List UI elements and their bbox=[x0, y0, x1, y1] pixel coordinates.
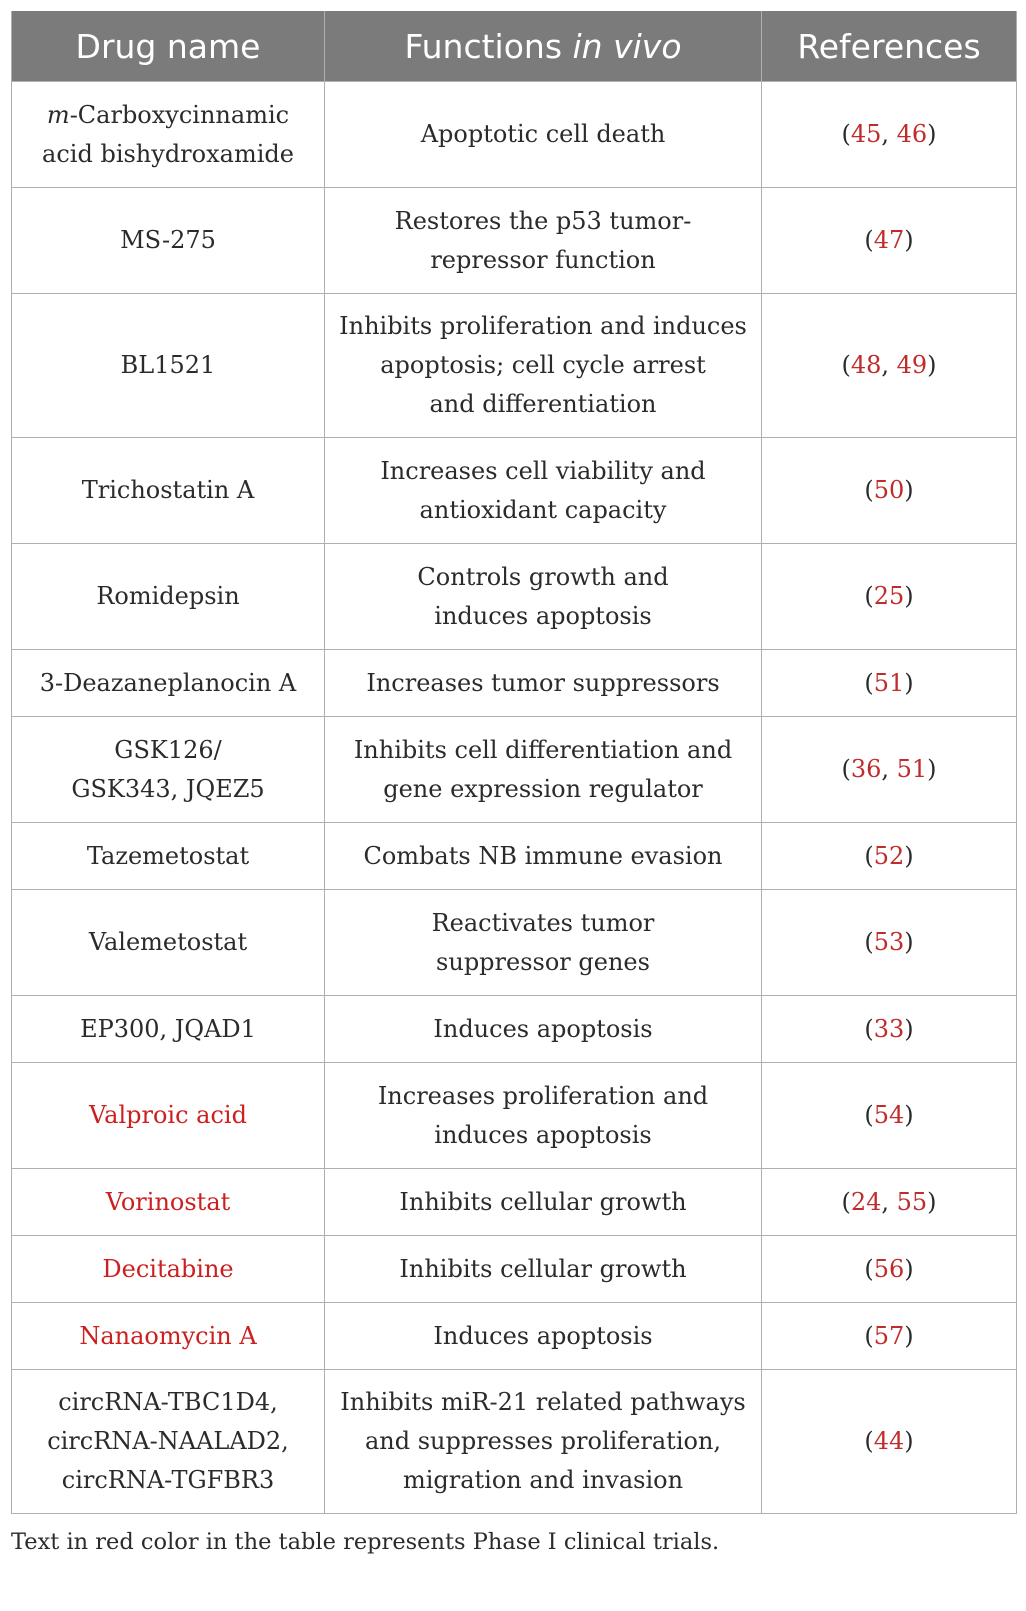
function-line: Increases proliferation and bbox=[377, 1081, 709, 1110]
reference-link[interactable]: 50 bbox=[873, 476, 905, 504]
function-line: Inhibits proliferation and induces bbox=[339, 312, 747, 340]
reference-link[interactable]: 57 bbox=[873, 1321, 905, 1350]
drug-name-line bbox=[26, 837, 310, 876]
header-in-vivo-text: in vivo bbox=[572, 26, 682, 66]
ref-close-paren: ) bbox=[904, 668, 914, 697]
function-line: and differentiation bbox=[429, 390, 657, 418]
function-line: gene expression regulator bbox=[383, 774, 703, 803]
references-cell bbox=[762, 1063, 1017, 1169]
ref-close-paren: ) bbox=[904, 1254, 914, 1283]
function-cell bbox=[325, 717, 762, 823]
references-cell bbox=[762, 1169, 1017, 1236]
table-row bbox=[12, 188, 1017, 294]
table-body bbox=[12, 82, 1017, 1514]
header-references: References bbox=[762, 11, 1017, 82]
ref-open-paren: ( bbox=[841, 351, 851, 379]
ref-close-paren: ) bbox=[904, 1101, 914, 1129]
function-cell bbox=[325, 650, 762, 717]
ref-open-paren: ( bbox=[841, 755, 851, 783]
function-line: and suppresses proliferation, bbox=[364, 1427, 722, 1455]
drug-name-line bbox=[26, 770, 310, 809]
function-line: Induces apoptosis bbox=[433, 1014, 653, 1043]
ref-close-paren: ) bbox=[904, 841, 914, 870]
drug-name-cell bbox=[12, 717, 325, 823]
ref-open-paren: ( bbox=[864, 841, 874, 870]
reference-link[interactable]: 56 bbox=[873, 1254, 905, 1283]
drug-name-line bbox=[26, 1317, 310, 1356]
drug-name-cell bbox=[12, 650, 325, 717]
drug-name-text: Romidepsin bbox=[96, 582, 240, 610]
drug-name-line bbox=[26, 731, 310, 770]
references-cell bbox=[762, 717, 1017, 823]
drug-name-line bbox=[26, 346, 310, 385]
ref-open-paren: ( bbox=[864, 1254, 874, 1283]
reference-link[interactable]: 45 bbox=[850, 120, 882, 148]
drug-name-italic-prefix: m bbox=[46, 100, 70, 129]
drug-name-text: 3-Deazaneplanocin A bbox=[39, 668, 297, 697]
drug-name-text: circRNA-NAALAD2, bbox=[47, 1427, 289, 1455]
function-line: Combats NB immune evasion bbox=[363, 841, 723, 870]
ref-open-paren: ( bbox=[864, 226, 874, 254]
function-cell bbox=[325, 188, 762, 294]
table-row bbox=[12, 1063, 1017, 1169]
references-cell bbox=[762, 1370, 1017, 1514]
references-cell bbox=[762, 294, 1017, 438]
ref-open-paren: ( bbox=[864, 1427, 874, 1455]
ref-close-paren: ) bbox=[904, 1014, 914, 1043]
drug-name-cell bbox=[12, 294, 325, 438]
table-row bbox=[12, 1169, 1017, 1236]
drug-name-text: GSK343, JQEZ5 bbox=[71, 774, 265, 803]
table-row bbox=[12, 1303, 1017, 1370]
function-line: antioxidant capacity bbox=[419, 495, 667, 524]
reference-link[interactable]: 46 bbox=[896, 120, 928, 148]
references-cell bbox=[762, 890, 1017, 996]
ref-open-paren: ( bbox=[864, 1321, 874, 1350]
function-cell bbox=[325, 438, 762, 544]
drug-name-text: Decitabine bbox=[102, 1254, 234, 1283]
function-line: Restores the p53 tumor- bbox=[394, 206, 692, 235]
function-line: Inhibits miR-21 related pathways bbox=[340, 1388, 746, 1416]
function-line: apoptosis; cell cycle arrest bbox=[380, 351, 706, 379]
ref-open-paren: ( bbox=[864, 1014, 874, 1043]
table-row bbox=[12, 823, 1017, 890]
table-row bbox=[12, 294, 1017, 438]
references-cell bbox=[762, 544, 1017, 650]
ref-close-paren: ) bbox=[904, 1321, 914, 1350]
reference-link[interactable]: 33 bbox=[873, 1014, 905, 1043]
function-line: Inhibits cellular growth bbox=[399, 1254, 687, 1283]
reference-link[interactable]: 55 bbox=[896, 1187, 928, 1216]
drug-name-cell bbox=[12, 823, 325, 890]
drug-name-line bbox=[26, 1422, 310, 1461]
ref-separator: , bbox=[881, 1187, 897, 1216]
references-cell bbox=[762, 1303, 1017, 1370]
drug-name-line bbox=[26, 96, 310, 135]
function-cell bbox=[325, 82, 762, 188]
reference-link[interactable]: 25 bbox=[873, 582, 905, 610]
drug-name-line bbox=[26, 1250, 310, 1289]
drug-name-text: EP300, JQAD1 bbox=[80, 1014, 256, 1043]
function-line: Inhibits cellular growth bbox=[399, 1187, 687, 1216]
function-line: induces apoptosis bbox=[434, 601, 652, 630]
drug-name-text: -Carboxycinnamic bbox=[69, 100, 290, 129]
header-functions-in-vivo bbox=[325, 11, 762, 82]
ref-open-paren: ( bbox=[864, 668, 874, 697]
drug-name-cell bbox=[12, 82, 325, 188]
reference-link[interactable]: 52 bbox=[873, 841, 905, 870]
ref-open-paren: ( bbox=[864, 1101, 874, 1129]
function-line: Reactivates tumor bbox=[431, 908, 655, 937]
table-container bbox=[11, 11, 1016, 1514]
drug-name-line bbox=[26, 577, 310, 616]
drug-name-text: circRNA-TGFBR3 bbox=[61, 1466, 275, 1494]
drug-table bbox=[11, 11, 1017, 1514]
references-cell bbox=[762, 82, 1017, 188]
drug-name-text: Nanaomycin A bbox=[79, 1321, 257, 1350]
header-functions-text: Functions bbox=[404, 26, 573, 66]
table-row bbox=[12, 650, 1017, 717]
drug-name-text: Vorinostat bbox=[105, 1187, 231, 1216]
table-row bbox=[12, 890, 1017, 996]
function-cell bbox=[325, 890, 762, 996]
function-line: Inhibits cell differentiation and bbox=[353, 735, 733, 764]
ref-close-paren: ) bbox=[904, 1427, 914, 1455]
function-cell bbox=[325, 1169, 762, 1236]
table-row bbox=[12, 1236, 1017, 1303]
drug-name-line bbox=[26, 1096, 310, 1135]
drug-name-line bbox=[26, 471, 310, 510]
drug-name-text: Trichostatin A bbox=[81, 476, 255, 504]
drug-name-text: GSK126/ bbox=[114, 735, 222, 764]
drug-name-text: Valemetostat bbox=[88, 928, 248, 956]
drug-name-cell bbox=[12, 890, 325, 996]
references-cell bbox=[762, 1236, 1017, 1303]
ref-close-paren: ) bbox=[927, 1187, 937, 1216]
table-row bbox=[12, 1370, 1017, 1514]
drug-name-line bbox=[26, 1010, 310, 1049]
reference-link[interactable]: 51 bbox=[896, 755, 928, 783]
ref-open-paren: ( bbox=[864, 928, 874, 956]
reference-link[interactable]: 24 bbox=[850, 1187, 882, 1216]
reference-link[interactable]: 53 bbox=[873, 928, 905, 956]
drug-name-text: Tazemetostat bbox=[86, 841, 250, 870]
table-row bbox=[12, 717, 1017, 823]
ref-open-paren: ( bbox=[864, 476, 874, 504]
drug-name-line bbox=[26, 664, 310, 703]
table-header-row bbox=[12, 11, 1017, 82]
drug-name-line bbox=[26, 1461, 310, 1500]
drug-name-cell bbox=[12, 1236, 325, 1303]
drug-name-line bbox=[26, 1183, 310, 1222]
drug-name-cell bbox=[12, 996, 325, 1063]
function-cell bbox=[325, 823, 762, 890]
reference-link[interactable]: 51 bbox=[873, 668, 905, 697]
function-line: induces apoptosis bbox=[434, 1120, 652, 1149]
reference-link[interactable]: 36 bbox=[850, 755, 882, 783]
reference-link[interactable]: 48 bbox=[850, 351, 882, 379]
ref-close-paren: ) bbox=[904, 226, 914, 254]
drug-name-line bbox=[26, 135, 310, 174]
reference-link[interactable]: 47 bbox=[873, 226, 905, 254]
reference-link[interactable]: 54 bbox=[873, 1101, 905, 1129]
ref-open-paren: ( bbox=[864, 582, 874, 610]
ref-open-paren: ( bbox=[841, 1187, 851, 1216]
function-line: suppressor genes bbox=[436, 947, 650, 976]
table-row bbox=[12, 544, 1017, 650]
function-line: Increases tumor suppressors bbox=[366, 668, 720, 697]
ref-separator: , bbox=[881, 120, 897, 148]
references-cell bbox=[762, 438, 1017, 544]
ref-separator: , bbox=[881, 755, 897, 783]
drug-name-cell bbox=[12, 188, 325, 294]
drug-name-text: BL1521 bbox=[120, 351, 216, 379]
table-row bbox=[12, 82, 1017, 188]
function-cell bbox=[325, 294, 762, 438]
function-line: Apoptotic cell death bbox=[420, 120, 666, 148]
function-line: Controls growth and bbox=[417, 562, 669, 591]
reference-link[interactable]: 49 bbox=[896, 351, 928, 379]
table-row bbox=[12, 438, 1017, 544]
drug-name-text: Valproic acid bbox=[89, 1101, 247, 1129]
reference-link[interactable]: 44 bbox=[873, 1427, 905, 1455]
function-cell bbox=[325, 1370, 762, 1514]
header-drug-name: Drug name bbox=[12, 11, 325, 82]
drug-name-cell bbox=[12, 1169, 325, 1236]
ref-close-paren: ) bbox=[904, 582, 914, 610]
ref-close-paren: ) bbox=[927, 351, 937, 379]
function-cell bbox=[325, 1236, 762, 1303]
drug-name-cell bbox=[12, 438, 325, 544]
references-cell bbox=[762, 823, 1017, 890]
references-cell bbox=[762, 188, 1017, 294]
table-row bbox=[12, 996, 1017, 1063]
drug-name-text: acid bishydroxamide bbox=[42, 139, 294, 168]
function-line: Increases cell viability and bbox=[380, 456, 706, 485]
drug-name-cell bbox=[12, 1303, 325, 1370]
function-cell bbox=[325, 544, 762, 650]
function-cell bbox=[325, 1063, 762, 1169]
drug-name-line bbox=[26, 221, 310, 260]
function-line: Induces apoptosis bbox=[433, 1321, 653, 1350]
drug-name-text: circRNA-TBC1D4, bbox=[58, 1388, 278, 1416]
references-cell bbox=[762, 650, 1017, 717]
drug-name-text: MS-275 bbox=[120, 226, 216, 254]
drug-name-cell bbox=[12, 1063, 325, 1169]
ref-open-paren: ( bbox=[841, 120, 851, 148]
ref-separator: , bbox=[881, 351, 897, 379]
drug-name-line bbox=[26, 923, 310, 962]
drug-name-cell bbox=[12, 544, 325, 650]
function-line: migration and invasion bbox=[402, 1466, 684, 1494]
table-footnote: Text in red color in the table represents Phase I clinical trials. bbox=[11, 1529, 720, 1555]
function-line: repressor function bbox=[430, 245, 656, 274]
ref-close-paren: ) bbox=[927, 755, 937, 783]
drug-name-cell bbox=[12, 1370, 325, 1514]
ref-close-paren: ) bbox=[904, 928, 914, 956]
references-cell bbox=[762, 996, 1017, 1063]
ref-close-paren: ) bbox=[927, 120, 937, 148]
function-cell bbox=[325, 996, 762, 1063]
drug-name-line bbox=[26, 1383, 310, 1422]
function-cell bbox=[325, 1303, 762, 1370]
ref-close-paren: ) bbox=[904, 476, 914, 504]
